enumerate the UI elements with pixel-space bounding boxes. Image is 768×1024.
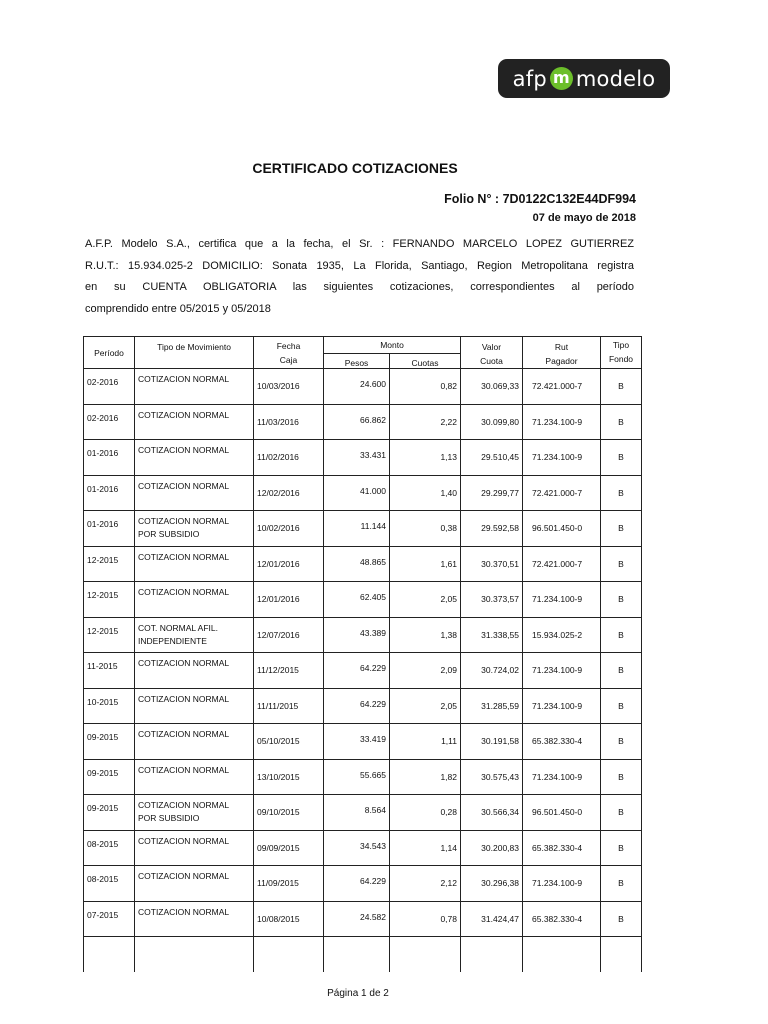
cell-rut-pagador: 15.934.025-2 (523, 617, 601, 653)
cell-fecha-caja: 05/10/2015 (254, 724, 324, 760)
table-row (84, 546, 642, 582)
cell-periodo: 12-2015 (84, 617, 135, 653)
cell-rut-pagador: 65.382.330-4 (523, 901, 601, 937)
cell-tipo-fondo: B (601, 511, 642, 547)
afp-modelo-logo (498, 59, 670, 98)
cell-fecha-caja: 11/11/2015 (254, 688, 324, 724)
cell-periodo: 01-2016 (84, 440, 135, 476)
cell-valor-cuota: 29.299,77 (461, 475, 523, 511)
cell-fecha-caja: 09/10/2015 (254, 795, 324, 831)
cell-fecha-caja: 10/02/2016 (254, 511, 324, 547)
cell-pesos: 33.419 (324, 724, 390, 760)
header-periodo: Período (84, 337, 135, 369)
cell-tipo-movimiento (135, 582, 254, 618)
cell-tipo-movimiento (135, 511, 254, 547)
cell-fecha-caja: 12/01/2016 (254, 546, 324, 582)
cell-pesos: 64.229 (324, 688, 390, 724)
cell-valor-cuota: 30.200,83 (461, 830, 523, 866)
cell-valor-cuota: 30.069,33 (461, 369, 523, 405)
certification-paragraph (85, 234, 634, 320)
cell-movimiento-line1: COTIZACION NORMAL (138, 729, 230, 739)
table-row (84, 511, 642, 547)
cell-cuotas: 2,12 (390, 866, 461, 902)
paragraph-line: comprendido entre 05/2015 y 05/2018 (85, 302, 271, 315)
cell-fecha-caja: 11/02/2016 (254, 440, 324, 476)
cell-periodo: 08-2015 (84, 830, 135, 866)
cell-movimiento-line1: COTIZACION NORMAL (138, 871, 230, 881)
header-tipo-movimiento: Tipo de Movimiento (135, 337, 254, 369)
cell-movimiento-line1: COTIZACION NORMAL (138, 587, 230, 597)
table-row (84, 440, 642, 476)
cell-fecha-caja: 09/09/2015 (254, 830, 324, 866)
page-number: Página 1 de 2 (327, 988, 389, 999)
document-title: CERTIFICADO COTIZACIONES (252, 160, 458, 176)
cell-periodo: 01-2016 (84, 511, 135, 547)
cell-fecha-caja: 12/07/2016 (254, 617, 324, 653)
cell-rut-pagador: 71.234.100-9 (523, 759, 601, 795)
cell-valor-cuota: 31.338,55 (461, 617, 523, 653)
header-tipo-fondo (601, 337, 642, 369)
cell-movimiento-line1: COTIZACION NORMAL (138, 693, 230, 704)
cell-tipo-fondo: B (601, 475, 642, 511)
cell-movimiento-line1: COTIZACION NORMAL (138, 480, 230, 491)
cell-movimiento-line2: POR SUBSIDIO (138, 813, 200, 823)
table-row (84, 688, 642, 724)
cell-movimiento-line1: COTIZACION NORMAL (138, 516, 230, 526)
cell-pesos: 48.865 (324, 546, 390, 582)
cell-rut-pagador: 72.421.000-7 (523, 546, 601, 582)
table-row (84, 724, 642, 760)
cell-movimiento-line1: COTIZACION NORMAL (138, 551, 230, 562)
header-caja: Caja (279, 355, 298, 365)
cell-periodo: 12-2015 (84, 582, 135, 618)
cell-cuotas: 0,28 (390, 795, 461, 831)
cell-movimiento-line1: COTIZACION NORMAL (138, 906, 230, 917)
cell-periodo: 02-2016 (84, 404, 135, 440)
header-rut: Rut (554, 342, 569, 352)
cell-rut-pagador: 71.234.100-9 (523, 866, 601, 902)
cell-valor-cuota: 30.099,80 (461, 404, 523, 440)
cell-periodo: 09-2015 (84, 795, 135, 831)
cell-pesos: 41.000 (324, 475, 390, 511)
cell-fecha-caja: 10/03/2016 (254, 369, 324, 405)
cell-valor-cuota: 30.373,57 (461, 582, 523, 618)
cell-valor-cuota: 30.724,02 (461, 653, 523, 689)
cell-valor-cuota: 31.424,47 (461, 901, 523, 937)
logo-m-icon: m (550, 67, 573, 90)
table-row (84, 795, 642, 831)
table-row (84, 582, 642, 618)
cell-tipo-movimiento (135, 440, 254, 476)
cell-movimiento-line1: COTIZACION NORMAL (138, 658, 230, 668)
cell-cuotas: 2,05 (390, 688, 461, 724)
cell-rut-pagador: 65.382.330-4 (523, 724, 601, 760)
cell-rut-pagador: 96.501.450-0 (523, 511, 601, 547)
cell-periodo: 08-2015 (84, 866, 135, 902)
cell-pesos: 8.564 (324, 795, 390, 831)
header-fondo: Fondo (608, 354, 634, 364)
cell-tipo-fondo: B (601, 582, 642, 618)
cell-periodo: 12-2015 (84, 546, 135, 582)
cell-cuotas: 1,13 (390, 440, 461, 476)
table-row (84, 759, 642, 795)
cell-rut-pagador: 71.234.100-9 (523, 440, 601, 476)
table-row (84, 866, 642, 902)
cell-cuotas: 1,61 (390, 546, 461, 582)
cell-valor-cuota: 30.575,43 (461, 759, 523, 795)
cell-rut-pagador: 96.501.450-0 (523, 795, 601, 831)
cell-cuotas: 1,82 (390, 759, 461, 795)
header-monto: Monto (324, 337, 461, 354)
cell-pesos: 33.431 (324, 440, 390, 476)
header-cuota: Cuota (480, 356, 503, 366)
header-valor-cuota (461, 337, 523, 369)
cell-cuotas: 1,14 (390, 830, 461, 866)
logo-text-modelo: modelo (575, 66, 656, 91)
cell-valor-cuota: 30.370,51 (461, 546, 523, 582)
issue-date: 07 de mayo de 2018 (532, 212, 636, 224)
cell-cuotas: 1,40 (390, 475, 461, 511)
table-row (84, 475, 642, 511)
cell-pesos: 62.405 (324, 582, 390, 618)
cell-pesos: 34.543 (324, 830, 390, 866)
cell-movimiento-line1: COTIZACION NORMAL (138, 409, 230, 420)
cell-tipo-movimiento (135, 866, 254, 902)
cell-tipo-fondo: B (601, 759, 642, 795)
cell-periodo: 01-2016 (84, 475, 135, 511)
header-pesos: Pesos (324, 354, 390, 369)
cell-valor-cuota: 30.191,58 (461, 724, 523, 760)
cell-fecha-caja: 12/01/2016 (254, 582, 324, 618)
cell-rut-pagador: 71.234.100-9 (523, 653, 601, 689)
cell-fecha-caja: 11/12/2015 (254, 653, 324, 689)
cell-periodo: 07-2015 (84, 901, 135, 937)
cell-valor-cuota: 29.510,45 (461, 440, 523, 476)
cell-valor-cuota: 30.296,38 (461, 866, 523, 902)
cell-pesos: 55.665 (324, 759, 390, 795)
header-fecha-caja (254, 337, 324, 369)
cell-tipo-movimiento (135, 653, 254, 689)
cell-tipo-fondo: B (601, 404, 642, 440)
cell-movimiento-line1: COTIZACION NORMAL (138, 800, 230, 810)
cell-tipo-movimiento (135, 475, 254, 511)
cell-movimiento-line2: INDEPENDIENTE (138, 635, 207, 646)
cell-movimiento-line1: COT. NORMAL AFIL. (138, 622, 218, 633)
cell-cuotas: 2,22 (390, 404, 461, 440)
header-pagador: Pagador (545, 356, 578, 366)
cell-tipo-fondo: B (601, 866, 642, 902)
cell-periodo: 10-2015 (84, 688, 135, 724)
cell-cuotas: 2,05 (390, 582, 461, 618)
table-row (84, 404, 642, 440)
table-row (84, 617, 642, 653)
cell-cuotas: 0,78 (390, 901, 461, 937)
cell-tipo-movimiento (135, 617, 254, 653)
header-cuotas: Cuotas (390, 354, 461, 369)
cell-rut-pagador: 72.421.000-7 (523, 475, 601, 511)
cell-tipo-movimiento (135, 901, 254, 937)
cell-valor-cuota: 30.566,34 (461, 795, 523, 831)
contributions-table (83, 336, 642, 972)
table-trailing-row (84, 937, 642, 973)
cell-rut-pagador: 71.234.100-9 (523, 582, 601, 618)
cell-fecha-caja: 11/03/2016 (254, 404, 324, 440)
cell-tipo-fondo: B (601, 795, 642, 831)
cell-pesos: 43.389 (324, 617, 390, 653)
header-fecha: Fecha (276, 341, 301, 351)
cell-tipo-movimiento (135, 688, 254, 724)
cell-periodo: 09-2015 (84, 724, 135, 760)
cell-tipo-movimiento (135, 759, 254, 795)
cell-fecha-caja: 10/08/2015 (254, 901, 324, 937)
cell-fecha-caja: 13/10/2015 (254, 759, 324, 795)
cell-tipo-fondo: B (601, 546, 642, 582)
cell-cuotas: 1,11 (390, 724, 461, 760)
cell-valor-cuota: 29.592,58 (461, 511, 523, 547)
cell-cuotas: 1,38 (390, 617, 461, 653)
cell-tipo-movimiento (135, 546, 254, 582)
cell-periodo: 09-2015 (84, 759, 135, 795)
cell-movimiento-line1: COTIZACION NORMAL (138, 374, 230, 384)
cell-tipo-fondo: B (601, 617, 642, 653)
cell-rut-pagador: 71.234.100-9 (523, 688, 601, 724)
cell-tipo-movimiento (135, 724, 254, 760)
cell-tipo-fondo: B (601, 724, 642, 760)
table-row (84, 369, 642, 405)
cell-pesos: 64.229 (324, 653, 390, 689)
cell-movimiento-line1: COTIZACION NORMAL (138, 764, 230, 775)
cell-fecha-caja: 12/02/2016 (254, 475, 324, 511)
cell-rut-pagador: 71.234.100-9 (523, 404, 601, 440)
cell-tipo-fondo: B (601, 440, 642, 476)
cell-periodo: 02-2016 (84, 369, 135, 405)
cell-cuotas: 0,38 (390, 511, 461, 547)
cell-cuotas: 0,82 (390, 369, 461, 405)
header-valor: Valor (481, 342, 502, 352)
cell-tipo-fondo: B (601, 830, 642, 866)
cell-tipo-movimiento (135, 795, 254, 831)
cell-rut-pagador: 72.421.000-7 (523, 369, 601, 405)
cell-pesos: 24.582 (324, 901, 390, 937)
cell-tipo-movimiento (135, 404, 254, 440)
cell-pesos: 11.144 (324, 511, 390, 547)
table-row (84, 653, 642, 689)
cell-fecha-caja: 11/09/2015 (254, 866, 324, 902)
cell-movimiento-line1: COTIZACION NORMAL (138, 835, 230, 846)
paragraph-line: en su CUENTA OBLIGATORIA las siguientes cotizaciones, correspondientes al período (85, 281, 634, 293)
cell-tipo-movimiento (135, 369, 254, 405)
cell-periodo: 11-2015 (84, 653, 135, 689)
cell-movimiento-line1: COTIZACION NORMAL (138, 445, 230, 455)
paragraph-line: R.U.T.: 15.934.025-2 DOMICILIO: Sonata 1935, La Florida, Santiago, Region Metropolitana registra (85, 259, 634, 272)
table-row (84, 901, 642, 937)
logo-text-afp: afp (512, 66, 547, 91)
cell-movimiento-line2: POR SUBSIDIO (138, 529, 200, 539)
cell-tipo-fondo: B (601, 901, 642, 937)
cell-tipo-fondo: B (601, 653, 642, 689)
cell-pesos: 24.600 (324, 369, 390, 405)
cell-pesos: 66.862 (324, 404, 390, 440)
cell-rut-pagador: 65.382.330-4 (523, 830, 601, 866)
cell-pesos: 64.229 (324, 866, 390, 902)
header-tipo: Tipo (612, 340, 630, 350)
table-row (84, 830, 642, 866)
folio-number: Folio N° : 7D0122C132E44DF994 (444, 192, 636, 206)
cell-tipo-fondo: B (601, 688, 642, 724)
cell-tipo-movimiento (135, 830, 254, 866)
cell-tipo-fondo: B (601, 369, 642, 405)
cell-valor-cuota: 31.285,59 (461, 688, 523, 724)
paragraph-line: A.F.P. Modelo S.A., certifica que a la fecha, el Sr. : FERNANDO MARCELO LOPEZ GUTIERREZ (85, 238, 634, 250)
header-rut-pagador (523, 337, 601, 369)
cell-cuotas: 2,09 (390, 653, 461, 689)
